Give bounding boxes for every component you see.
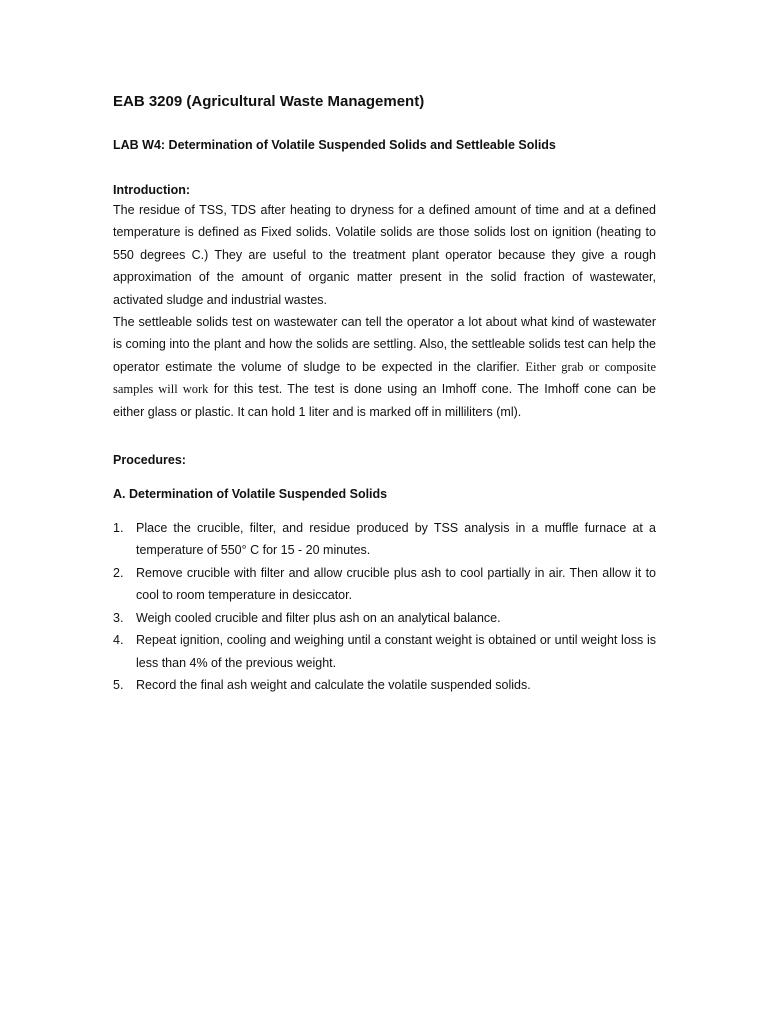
procedure-step [113, 629, 656, 674]
step-text: Place the crucible, filter, and residue produced by TSS analysis in a muffle furnace at a temperature of 550° C for 15 - 20 minutes. [136, 521, 656, 558]
introduction-paragraph-1: The residue of TSS, TDS after heating to dryness for a defined amount of time and at a defined temperature is defined as Fixed solids. Volatile solids are those solids lost on ignition (heating to 550 degrees C.) They are useful to the treatment plant operator because they give a rough approximation of the amount of organic matter present in the solid fraction of wastewater, activated sludge and industrial wastes. [113, 203, 656, 307]
step-text: Repeat ignition, cooling and weighing until a constant weight is obtained or until weight loss is less than 4% of the previous weight. [136, 633, 656, 670]
course-title: EAB 3209 (Agricultural Waste Management) [113, 93, 425, 110]
procedure-a-subheading: A. Determination of Volatile Suspended Solids [113, 487, 388, 502]
procedure-step [113, 517, 656, 562]
procedure-step [113, 562, 656, 607]
step-text: Remove crucible with filter and allow crucible plus ash to cool partially in air. Then allow it to cool to room temperature in desiccator. [136, 565, 656, 603]
introduction-heading: Introduction: [113, 183, 191, 197]
procedure-steps-list [113, 517, 656, 696]
procedures-heading: Procedures: [113, 453, 186, 468]
step-number: 1. [113, 521, 124, 536]
document-body [113, 90, 656, 696]
lab-title: LAB W4: Determination of Volatile Suspended Solids and Settleable Solids [113, 138, 556, 152]
step-text: Weigh cooled crucible and filter plus ash on an analytical balance. [136, 610, 501, 625]
paragraph-2-text-start: The settleable solids test on wastewater can tell the operator a lot about what kind of wastewater is coming into the plant and how the solids are settling. Also, the settleable solids test can help the operator estimate the volume of sludge to be expected in the clarifier. [113, 315, 656, 374]
step-number: 4. [113, 633, 124, 648]
introduction-paragraph-2 [113, 311, 656, 423]
step-number: 2. [113, 565, 124, 580]
procedure-step [113, 607, 656, 629]
step-number: 3. [113, 610, 124, 625]
procedure-step [113, 674, 656, 696]
step-number: 5. [113, 677, 124, 692]
paragraph-2-serif-text: Either grab or composite samples will work [113, 359, 656, 397]
step-text: Record the final ash weight and calculate the volatile suspended solids. [136, 677, 531, 692]
paragraph-2-text-end: for this test. The test is done using an Imhoff cone. The Imhoff cone can be either glass or plastic. It can hold 1 liter and is marked off in milliliters (ml). [113, 382, 656, 419]
